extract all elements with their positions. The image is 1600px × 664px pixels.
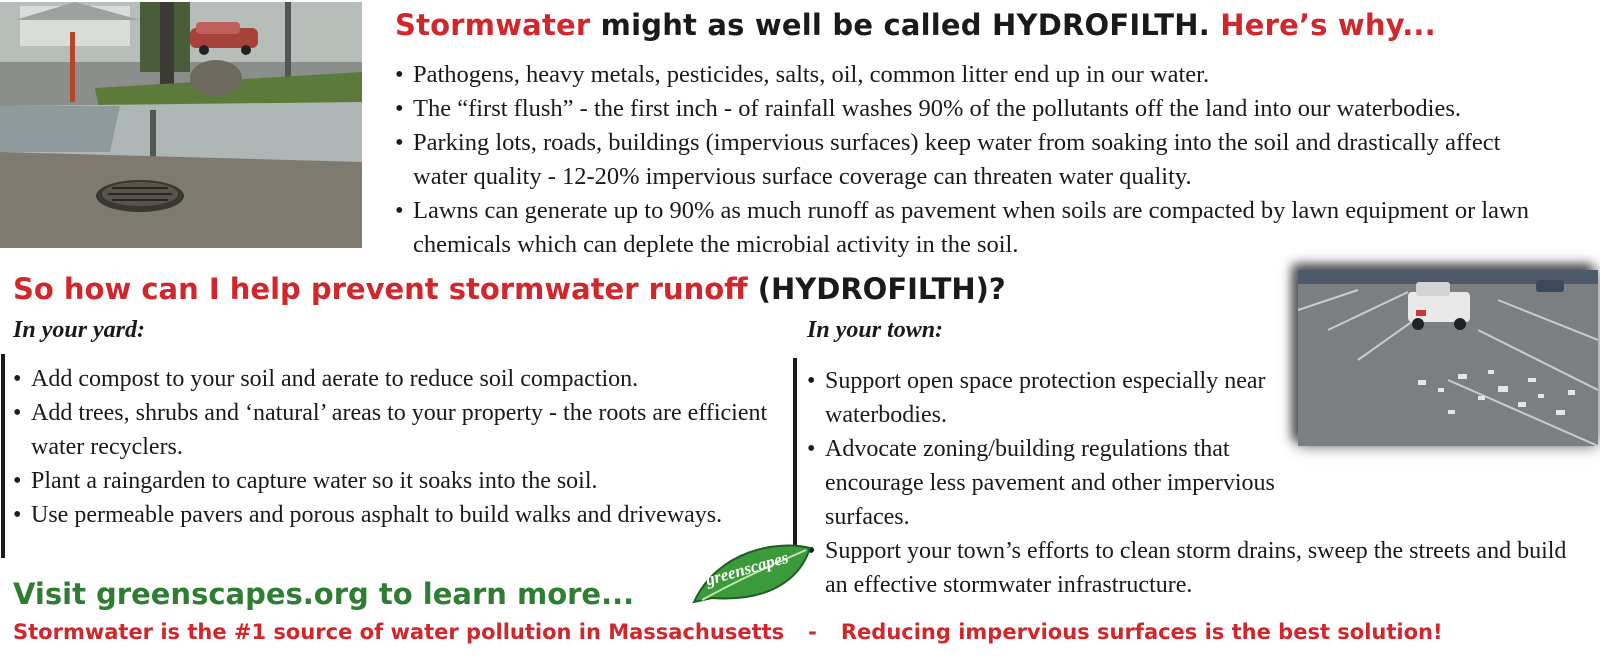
visit-greenscapes-link[interactable]: Visit greenscapes.org to learn more... <box>13 577 635 611</box>
town-tip: • Advocate zoning/building regulations that encourage less pavement and other impervious surfaces. <box>807 432 1285 534</box>
fact-item: • Parking lots, roads, buildings (impervious surfaces) keep water from soaking into the soil and drastically affect water quality - 12-20% impervious surface coverage can threaten water quality. <box>395 126 1553 194</box>
yard-tip: • Plant a raingarden to capture water so it soaks into the soil. <box>13 464 773 498</box>
footer-message <box>13 620 1443 644</box>
yard-tip: • Use permeable pavers and porous asphalt to build walks and driveways. <box>13 498 731 532</box>
town-divider <box>793 358 797 548</box>
footer-right: Reducing impervious surfaces is the best solution! <box>840 620 1443 644</box>
headline-heres-why: Here’s why... <box>1220 8 1436 42</box>
fact-item: • Lawns can generate up to 90% as much runoff as pavement when soils are compacted by lawn equipment or lawn chemicals which can deplete the microbial activity in the soil. <box>395 194 1593 262</box>
yard-tip: • Add trees, shrubs and ‘natural’ areas to your property - the roots are efficient water recyclers. <box>13 396 771 464</box>
littered-parking-lot-photo <box>1298 270 1598 446</box>
yard-tip: • Add compost to your soil and aerate to reduce soil compaction. <box>13 362 773 396</box>
headline-hydrofilth: might as well be called HYDROFILTH. <box>590 8 1221 42</box>
footer-left: Stormwater is the #1 source of water pollution in Massachusetts <box>13 620 785 644</box>
yard-divider <box>1 354 5 558</box>
headline <box>395 8 1436 42</box>
town-heading: In your town: <box>807 317 944 343</box>
footer-separator: - <box>808 620 817 644</box>
yard-tips-list <box>13 362 773 532</box>
town-tip: • Support open space protection especially near waterbodies. <box>807 364 1285 432</box>
leaf-icon <box>688 540 814 610</box>
help-subheading <box>13 272 1006 306</box>
flooded-street-illustration <box>0 2 362 248</box>
yard-heading: In your yard: <box>13 317 146 343</box>
parking-lot-illustration <box>1298 270 1598 446</box>
flooded-street-photo <box>0 2 362 248</box>
fact-item: • The “first flush” - the first inch - of rainfall washes 90% of the pollutants off the land into our waterbodies. <box>395 92 1600 126</box>
subhead-hydrofilth: (HYDROFILTH)? <box>747 272 1006 306</box>
greenscapes-logo <box>688 540 814 610</box>
subhead-question: So how can I help prevent stormwater runoff <box>13 272 748 306</box>
fact-item: • Pathogens, heavy metals, pesticides, salts, oil, common litter end up in our water. <box>395 58 1600 92</box>
pollution-facts-list <box>395 58 1600 262</box>
logo-text: greenscapes <box>703 547 791 590</box>
headline-stormwater: Stormwater <box>395 8 591 42</box>
town-tip: • Support your town’s efforts to clean storm drains, sweep the streets and build an effective stormwater infrastructure. <box>807 534 1585 602</box>
